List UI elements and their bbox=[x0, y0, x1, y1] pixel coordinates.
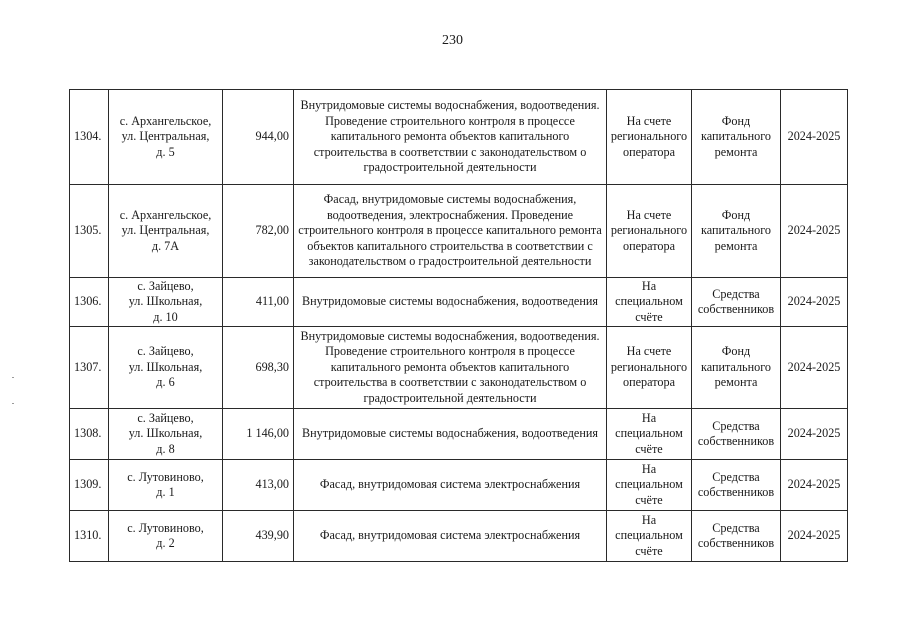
period-cell: 2024-2025 bbox=[781, 511, 848, 562]
address-cell: с. Лутовиново, д. 1 bbox=[109, 460, 223, 511]
account-cell: На специальном счёте bbox=[607, 409, 692, 460]
page-number: 230 bbox=[442, 33, 463, 48]
scan-speck bbox=[12, 377, 14, 378]
period-cell: 2024-2025 bbox=[781, 90, 848, 185]
area-cell: 782,00 bbox=[223, 185, 294, 278]
address-cell: с. Архангельское, ул. Центральная, д. 7А bbox=[109, 185, 223, 278]
period-cell: 2024-2025 bbox=[781, 185, 848, 278]
account-cell: На счете регионального оператора bbox=[607, 90, 692, 185]
period-cell: 2024-2025 bbox=[781, 460, 848, 511]
row-number: 1304. bbox=[70, 90, 109, 185]
works-cell: Внутридомовые системы водоснабжения, водоотведения. Проведение строительного контроля в процессе капитального ремонта объектов капитального строительства в соответствии с законодательством о градостроительной деятельности bbox=[294, 90, 607, 185]
scan-speck bbox=[12, 403, 14, 404]
table-row bbox=[70, 90, 848, 185]
funding-source-cell: Средства собственников bbox=[692, 278, 781, 327]
works-cell: Фасад, внутридомовая система электроснабжения bbox=[294, 460, 607, 511]
table-row bbox=[70, 409, 848, 460]
account-cell: На специальном счёте bbox=[607, 278, 692, 327]
area-cell: 1 146,00 bbox=[223, 409, 294, 460]
row-number: 1306. bbox=[70, 278, 109, 327]
row-number: 1308. bbox=[70, 409, 109, 460]
funding-source-cell: Средства собственников bbox=[692, 511, 781, 562]
table-row bbox=[70, 327, 848, 409]
address-cell: с. Зайцево, ул. Школьная, д. 6 bbox=[109, 327, 223, 409]
row-number: 1310. bbox=[70, 511, 109, 562]
period-cell: 2024-2025 bbox=[781, 327, 848, 409]
works-cell: Фасад, внутридомовая система электроснабжения bbox=[294, 511, 607, 562]
area-cell: 698,30 bbox=[223, 327, 294, 409]
funding-source-cell: Фонд капитального ремонта bbox=[692, 90, 781, 185]
address-cell: с. Лутовиново, д. 2 bbox=[109, 511, 223, 562]
account-cell: На счете регионального оператора bbox=[607, 185, 692, 278]
table-row bbox=[70, 278, 848, 327]
period-cell: 2024-2025 bbox=[781, 278, 848, 327]
repair-schedule-table bbox=[69, 89, 848, 562]
funding-source-cell: Средства собственников bbox=[692, 460, 781, 511]
account-cell: На счете регионального оператора bbox=[607, 327, 692, 409]
period-cell: 2024-2025 bbox=[781, 409, 848, 460]
table-row bbox=[70, 511, 848, 562]
area-cell: 411,00 bbox=[223, 278, 294, 327]
address-cell: с. Архангельское, ул. Центральная, д. 5 bbox=[109, 90, 223, 185]
funding-source-cell: Фонд капитального ремонта bbox=[692, 327, 781, 409]
funding-source-cell: Фонд капитального ремонта bbox=[692, 185, 781, 278]
row-number: 1305. bbox=[70, 185, 109, 278]
works-cell: Фасад, внутридомовые системы водоснабжения, водоотведения, электроснабжения. Проведение строительного контроля в процессе капитального ремонта объектов капитального строительства в соответствии с законодательством о градостроительной деятельности bbox=[294, 185, 607, 278]
table-row bbox=[70, 185, 848, 278]
area-cell: 439,90 bbox=[223, 511, 294, 562]
works-cell: Внутридомовые системы водоснабжения, водоотведения. Проведение строительного контроля в процессе капитального ремонта объектов капитального строительства в соответствии с законодательством о градостроительной деятельности bbox=[294, 327, 607, 409]
works-cell: Внутридомовые системы водоснабжения, водоотведения bbox=[294, 278, 607, 327]
account-cell: На специальном счёте bbox=[607, 460, 692, 511]
works-cell: Внутридомовые системы водоснабжения, водоотведения bbox=[294, 409, 607, 460]
row-number: 1307. bbox=[70, 327, 109, 409]
area-cell: 413,00 bbox=[223, 460, 294, 511]
row-number: 1309. bbox=[70, 460, 109, 511]
table-row bbox=[70, 460, 848, 511]
account-cell: На специальном счёте bbox=[607, 511, 692, 562]
funding-source-cell: Средства собственников bbox=[692, 409, 781, 460]
address-cell: с. Зайцево, ул. Школьная, д. 10 bbox=[109, 278, 223, 327]
area-cell: 944,00 bbox=[223, 90, 294, 185]
address-cell: с. Зайцево, ул. Школьная, д. 8 bbox=[109, 409, 223, 460]
